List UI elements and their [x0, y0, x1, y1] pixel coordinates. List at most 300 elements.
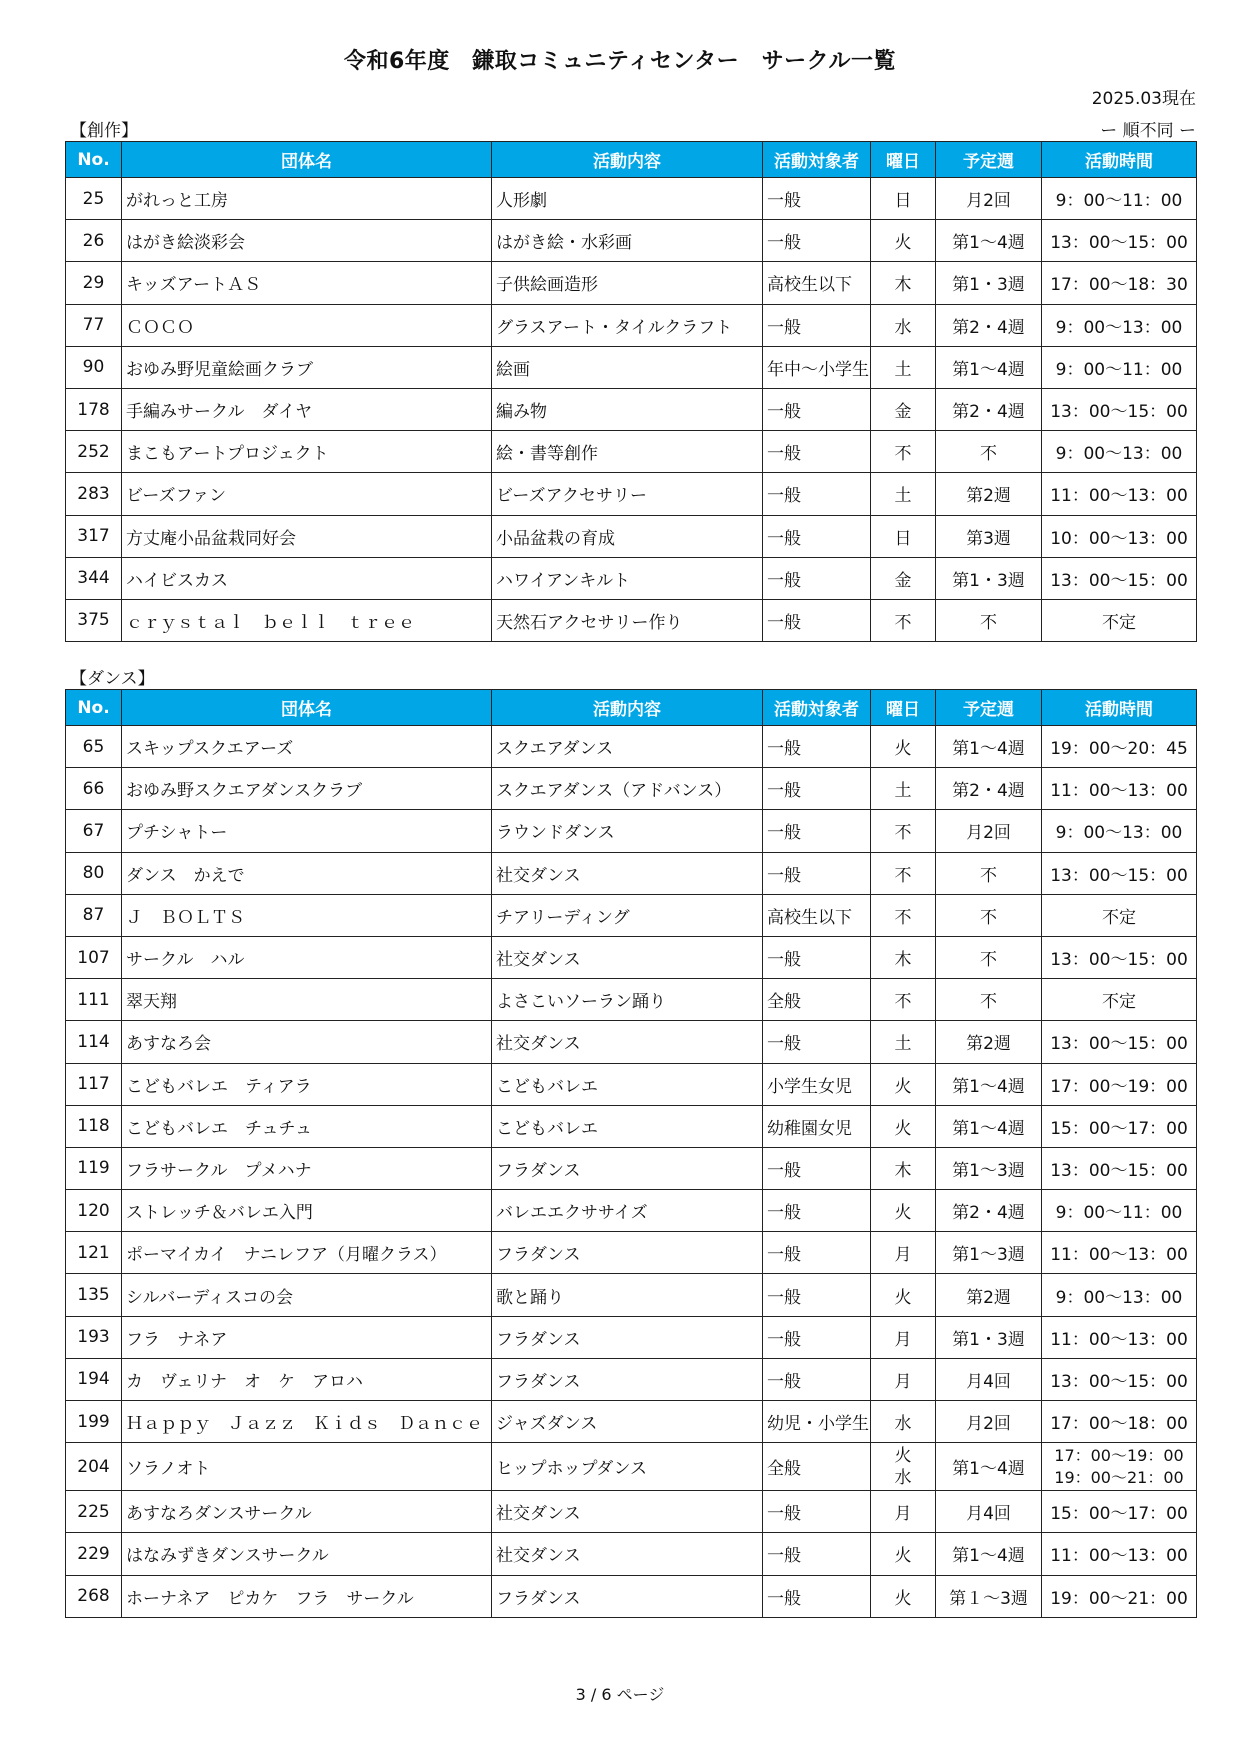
table-row	[66, 1105, 1197, 1147]
circle-number: 283	[66, 473, 122, 515]
table-row	[66, 178, 1197, 220]
circle-number: 375	[66, 599, 122, 641]
circle-number: 268	[66, 1575, 122, 1617]
weekday-value: 日	[894, 191, 912, 212]
activity-content: ハワイアンキルト	[492, 557, 763, 599]
circle-number: 66	[66, 768, 122, 810]
activity-content: 編み物	[492, 388, 763, 430]
table-row	[66, 431, 1197, 473]
table-header-row	[66, 142, 1197, 178]
weekday-value: 月	[894, 1329, 912, 1350]
table-row	[66, 262, 1197, 304]
activity-time	[1042, 936, 1197, 978]
weekday-value: 火	[894, 1287, 912, 1308]
target-audience: 一般	[763, 220, 871, 262]
order-note: ー 順不同 ー	[1100, 121, 1196, 141]
circle-name: ストレッチ＆バレエ入門	[122, 1190, 492, 1232]
weekday	[871, 346, 936, 388]
target-audience: 高校生以下	[763, 262, 871, 304]
time-range: 13：00〜15：00	[1050, 950, 1188, 971]
circle-name: 翠天翔	[122, 979, 492, 1021]
circle-name: おゆみ野児童絵画クラブ	[122, 346, 492, 388]
time-range: 19：00〜20：45	[1050, 739, 1188, 760]
table-row	[66, 768, 1197, 810]
scheduled-week: 第2週	[936, 1021, 1042, 1063]
table-row	[66, 1358, 1197, 1400]
time-range: 10：00〜13：00	[1050, 528, 1188, 549]
table-row	[66, 726, 1197, 768]
scheduled-week: 第1〜3週	[936, 1232, 1042, 1274]
weekday-value: 不	[894, 444, 912, 465]
time-range: 不定	[1102, 907, 1136, 928]
weekday	[871, 599, 936, 641]
activity-content: 社交ダンス	[492, 852, 763, 894]
table-row	[66, 1401, 1197, 1443]
time-range: 9：00〜13：00	[1055, 1287, 1183, 1308]
time-range: 15：00〜17：00	[1050, 1504, 1188, 1525]
col-header-day: 曜日	[871, 690, 936, 726]
activity-time	[1042, 388, 1197, 430]
table-row	[66, 936, 1197, 978]
weekday-value: 不	[894, 612, 912, 633]
activity-content: バレエエクササイズ	[492, 1190, 763, 1232]
circle-name: こどもバレエ チュチュ	[122, 1105, 492, 1147]
weekday	[871, 1491, 936, 1533]
scheduled-week: 第1〜4週	[936, 346, 1042, 388]
activity-content: フラダンス	[492, 1147, 763, 1189]
scheduled-week: 第1〜4週	[936, 726, 1042, 768]
section-label-dance: 【ダンス】	[70, 669, 155, 689]
weekday	[871, 1274, 936, 1316]
circle-number: 26	[66, 220, 122, 262]
activity-content: 社交ダンス	[492, 936, 763, 978]
circle-name: おゆみ野スクエアダンスクラブ	[122, 768, 492, 810]
weekday-value: 不	[894, 992, 912, 1013]
activity-time	[1042, 1316, 1197, 1358]
activity-content: スクエアダンス	[492, 726, 763, 768]
time-range: 13：00〜15：00	[1050, 233, 1188, 254]
activity-content: フラダンス	[492, 1316, 763, 1358]
activity-time	[1042, 1232, 1197, 1274]
activity-content: 小品盆栽の育成	[492, 515, 763, 557]
circle-name: フラサークル プメハナ	[122, 1147, 492, 1189]
target-audience: 一般	[763, 178, 871, 220]
activity-content: 絵・書等創作	[492, 431, 763, 473]
page-number: 3 / 6 ページ	[575, 1685, 665, 1704]
weekday-value: 水	[894, 317, 912, 338]
table-row	[66, 1491, 1197, 1533]
target-audience: 一般	[763, 1147, 871, 1189]
col-header-week: 予定週	[936, 142, 1042, 178]
weekday-value: 月	[894, 1371, 912, 1392]
target-audience: 一般	[763, 1316, 871, 1358]
col-header-name: 団体名	[122, 690, 492, 726]
weekday-value: 日	[894, 528, 912, 549]
weekday	[871, 894, 936, 936]
col-header-activity: 活動内容	[492, 142, 763, 178]
target-audience: 一般	[763, 473, 871, 515]
circle-number: 67	[66, 810, 122, 852]
table-row	[66, 1316, 1197, 1358]
table-row	[66, 557, 1197, 599]
table-row	[66, 1232, 1197, 1274]
activity-time	[1042, 726, 1197, 768]
circle-name: ＣＯＣＯ	[122, 304, 492, 346]
circle-number: 117	[66, 1063, 122, 1105]
activity-time	[1042, 1147, 1197, 1189]
activity-time	[1042, 473, 1197, 515]
col-header-target: 活動対象者	[763, 142, 871, 178]
circle-number: 317	[66, 515, 122, 557]
activity-time	[1042, 1190, 1197, 1232]
weekday-value: 木	[894, 275, 912, 296]
weekday	[871, 936, 936, 978]
weekday	[871, 810, 936, 852]
weekday	[871, 979, 936, 1021]
weekday	[871, 431, 936, 473]
activity-time	[1042, 1401, 1197, 1443]
activity-content: チアリーディング	[492, 894, 763, 936]
scheduled-week: 第2・4週	[936, 1190, 1042, 1232]
table-row	[66, 473, 1197, 515]
scheduled-week: 不	[936, 599, 1042, 641]
table-header-row	[66, 690, 1197, 726]
scheduled-week: 月2回	[936, 178, 1042, 220]
table-row	[66, 599, 1197, 641]
time-range: 17：00〜19：00	[1050, 1076, 1188, 1097]
col-header-day: 曜日	[871, 142, 936, 178]
table-row	[66, 852, 1197, 894]
weekday-value: 土	[894, 781, 912, 802]
circle-number: 252	[66, 431, 122, 473]
activity-content: 社交ダンス	[492, 1021, 763, 1063]
target-audience: 一般	[763, 1533, 871, 1575]
circle-number: 225	[66, 1491, 122, 1533]
target-audience: 一般	[763, 1274, 871, 1316]
scheduled-week: 第1・3週	[936, 1316, 1042, 1358]
weekday	[871, 852, 936, 894]
circle-number: 107	[66, 936, 122, 978]
activity-content: ジャズダンス	[492, 1401, 763, 1443]
weekday-value: 不	[894, 907, 912, 928]
weekday-value: 火	[894, 739, 912, 760]
circle-name: プチシャトー	[122, 810, 492, 852]
time-range: 17：00〜18：30	[1050, 275, 1188, 296]
weekday-value: 火	[894, 1445, 912, 1466]
activity-time	[1042, 262, 1197, 304]
scheduled-week: 第1〜4週	[936, 1063, 1042, 1105]
circle-number: 118	[66, 1105, 122, 1147]
circle-name: ホーナネア ピカケ フラ サークル	[122, 1575, 492, 1617]
scheduled-week: 不	[936, 894, 1042, 936]
weekday	[871, 1443, 936, 1491]
activity-content: 天然石アクセサリー作り	[492, 599, 763, 641]
weekday-value: 木	[894, 950, 912, 971]
weekday	[871, 262, 936, 304]
circle-number: 135	[66, 1274, 122, 1316]
circle-name: スキップスクエアーズ	[122, 726, 492, 768]
col-header-target: 活動対象者	[763, 690, 871, 726]
circle-number: 65	[66, 726, 122, 768]
time-range: 9：00〜13：00	[1055, 317, 1183, 338]
circle-number: 120	[66, 1190, 122, 1232]
time-range: 11：00〜13：00	[1050, 1245, 1188, 1266]
target-audience: 一般	[763, 936, 871, 978]
circle-name: あすなろダンスサークル	[122, 1491, 492, 1533]
time-range: 13：00〜15：00	[1050, 402, 1188, 423]
activity-content: 社交ダンス	[492, 1533, 763, 1575]
weekday-value: 火	[894, 233, 912, 254]
activity-time	[1042, 304, 1197, 346]
circle-number: 194	[66, 1358, 122, 1400]
scheduled-week: 第2週	[936, 473, 1042, 515]
weekday-value: 金	[894, 570, 912, 591]
scheduled-week: 不	[936, 852, 1042, 894]
target-audience: 一般	[763, 768, 871, 810]
table-body-dance	[66, 726, 1197, 1618]
table-row	[66, 1147, 1197, 1189]
weekday-value: 火	[894, 1546, 912, 1567]
col-header-no: No.	[66, 690, 122, 726]
activity-time	[1042, 1021, 1197, 1063]
scheduled-week: 第1〜4週	[936, 1105, 1042, 1147]
activity-content: はがき絵・水彩画	[492, 220, 763, 262]
time-range: 9：00〜11：00	[1055, 359, 1183, 380]
activity-time	[1042, 1533, 1197, 1575]
scheduled-week: 不	[936, 979, 1042, 1021]
table-row	[66, 1443, 1197, 1491]
weekday	[871, 1316, 936, 1358]
scheduled-week: 第3週	[936, 515, 1042, 557]
table-row	[66, 1021, 1197, 1063]
weekday	[871, 515, 936, 557]
circle-name: シルバーディスコの会	[122, 1274, 492, 1316]
circle-name: まこもアートプロジェクト	[122, 431, 492, 473]
table-row	[66, 304, 1197, 346]
circle-number: 119	[66, 1147, 122, 1189]
weekday-value: 月	[894, 1504, 912, 1525]
circle-name: 手編みサークル ダイヤ	[122, 388, 492, 430]
table-row	[66, 346, 1197, 388]
time-range: 9：00〜11：00	[1055, 191, 1183, 212]
activity-content: こどもバレエ	[492, 1105, 763, 1147]
target-audience: 一般	[763, 1575, 871, 1617]
circle-name: Ｈａｐｐｙ Ｊａｚｚ Ｋｉｄｓ Ｄａｎｃｅ	[122, 1401, 492, 1443]
section-label-sosaku: 【創作】	[70, 121, 138, 141]
circle-number: 77	[66, 304, 122, 346]
activity-time	[1042, 979, 1197, 1021]
activity-content: ビーズアクセサリー	[492, 473, 763, 515]
scheduled-week: 第2・4週	[936, 388, 1042, 430]
time-range: 11：00〜13：00	[1050, 1546, 1188, 1567]
circle-name: Ｊ ＢＯＬＴＳ	[122, 894, 492, 936]
time-range: 13：00〜15：00	[1050, 865, 1188, 886]
target-audience: 年中〜小学生	[763, 346, 871, 388]
activity-time	[1042, 1063, 1197, 1105]
time-range: 17：00〜19：00	[1054, 1445, 1184, 1465]
col-header-week: 予定週	[936, 690, 1042, 726]
weekday	[871, 768, 936, 810]
target-audience: 一般	[763, 304, 871, 346]
activity-content: フラダンス	[492, 1358, 763, 1400]
target-audience: 小学生女児	[763, 1063, 871, 1105]
col-header-name: 団体名	[122, 142, 492, 178]
circle-number: 114	[66, 1021, 122, 1063]
target-audience: 一般	[763, 726, 871, 768]
circle-name: あすなろ会	[122, 1021, 492, 1063]
target-audience: 一般	[763, 388, 871, 430]
scheduled-week: 月4回	[936, 1358, 1042, 1400]
circle-name: ｃｒｙｓｔａｌ ｂｅｌｌ ｔｒｅｅ	[122, 599, 492, 641]
activity-time	[1042, 220, 1197, 262]
col-header-time: 活動時間	[1042, 690, 1197, 726]
activity-time	[1042, 1105, 1197, 1147]
weekday	[871, 557, 936, 599]
table-row	[66, 1190, 1197, 1232]
time-range: 不定	[1102, 992, 1136, 1013]
table-row	[66, 1274, 1197, 1316]
page-title: 令和6年度 鎌取コミュニティセンター サークル一覧	[343, 49, 897, 74]
activity-time	[1042, 894, 1197, 936]
weekday-value: 水	[894, 1414, 912, 1435]
activity-content: こどもバレエ	[492, 1063, 763, 1105]
circle-name: はがき絵淡彩会	[122, 220, 492, 262]
circle-table-sosaku	[65, 141, 1197, 642]
scheduled-week: 第2・4週	[936, 304, 1042, 346]
weekday	[871, 1232, 936, 1274]
scheduled-week: 不	[936, 936, 1042, 978]
weekday-value: 土	[894, 359, 912, 380]
target-audience: 一般	[763, 1232, 871, 1274]
table-row	[66, 1063, 1197, 1105]
circle-number: 178	[66, 388, 122, 430]
target-audience: 一般	[763, 1358, 871, 1400]
activity-content: ヒップホップダンス	[492, 1443, 763, 1491]
weekday-value: 土	[894, 1034, 912, 1055]
time-range: 13：00〜15：00	[1050, 1371, 1188, 1392]
activity-content: グラスアート・タイルクラフト	[492, 304, 763, 346]
activity-content: 絵画	[492, 346, 763, 388]
scheduled-week: 第１〜3週	[936, 1575, 1042, 1617]
scheduled-week: 第1・3週	[936, 557, 1042, 599]
time-range: 13：00〜15：00	[1050, 1034, 1188, 1055]
weekday	[871, 1063, 936, 1105]
weekday	[871, 1401, 936, 1443]
activity-time	[1042, 1358, 1197, 1400]
time-range: 19：00〜21：00	[1050, 1588, 1188, 1609]
time-range: 13：00〜15：00	[1050, 1160, 1188, 1181]
weekday	[871, 1021, 936, 1063]
activity-time	[1042, 515, 1197, 557]
circle-name: キッズアートＡＳ	[122, 262, 492, 304]
time-range: 13：00〜15：00	[1050, 570, 1188, 591]
col-header-no: No.	[66, 142, 122, 178]
target-audience: 全般	[763, 979, 871, 1021]
activity-time	[1042, 810, 1197, 852]
circle-number: 199	[66, 1401, 122, 1443]
activity-time	[1042, 1575, 1197, 1617]
activity-time	[1042, 599, 1197, 641]
table-row	[66, 1575, 1197, 1617]
circle-number: 121	[66, 1232, 122, 1274]
circle-number: 193	[66, 1316, 122, 1358]
activity-content: 子供絵画造形	[492, 262, 763, 304]
target-audience: 一般	[763, 431, 871, 473]
time-range: 19：00〜21：00	[1054, 1467, 1184, 1487]
table-row	[66, 515, 1197, 557]
scheduled-week: 不	[936, 431, 1042, 473]
activity-time	[1042, 852, 1197, 894]
weekday-value: 火	[894, 1203, 912, 1224]
col-header-activity: 活動内容	[492, 690, 763, 726]
time-range: 9：00〜11：00	[1055, 1203, 1183, 1224]
circle-number: 25	[66, 178, 122, 220]
circle-number: 344	[66, 557, 122, 599]
weekday-value: 火	[894, 1588, 912, 1609]
time-range: 9：00〜13：00	[1055, 444, 1183, 465]
scheduled-week: 第1〜4週	[936, 1443, 1042, 1491]
weekday-value: 土	[894, 486, 912, 507]
table-row	[66, 979, 1197, 1021]
circle-number: 29	[66, 262, 122, 304]
circle-name: こどもバレエ ティアラ	[122, 1063, 492, 1105]
weekday-value: 不	[894, 823, 912, 844]
scheduled-week: 月4回	[936, 1491, 1042, 1533]
target-audience: 幼児・小学生	[763, 1401, 871, 1443]
weekday-value: 金	[894, 402, 912, 423]
circle-number: 111	[66, 979, 122, 1021]
target-audience: 一般	[763, 557, 871, 599]
table-body-sosaku	[66, 178, 1197, 642]
time-range: 11：00〜13：00	[1050, 1329, 1188, 1350]
circle-number: 87	[66, 894, 122, 936]
activity-time	[1042, 178, 1197, 220]
time-range: 11：00〜13：00	[1050, 781, 1188, 802]
weekday	[871, 1105, 936, 1147]
target-audience: 一般	[763, 1021, 871, 1063]
weekday-value: 火	[894, 1118, 912, 1139]
activity-time	[1042, 346, 1197, 388]
circle-number: 229	[66, 1533, 122, 1575]
col-header-time: 活動時間	[1042, 142, 1197, 178]
circle-name: ハイビスカス	[122, 557, 492, 599]
table-row	[66, 810, 1197, 852]
activity-time	[1042, 1491, 1197, 1533]
time-range: 11：00〜13：00	[1050, 486, 1188, 507]
table-row	[66, 1533, 1197, 1575]
activity-content: ラウンドダンス	[492, 810, 763, 852]
weekday-value: 水	[894, 1467, 912, 1488]
circle-name: ビーズファン	[122, 473, 492, 515]
weekday-value: 月	[894, 1245, 912, 1266]
time-range: 不定	[1102, 612, 1136, 633]
weekday	[871, 1190, 936, 1232]
circle-number: 90	[66, 346, 122, 388]
weekday-value: 不	[894, 865, 912, 886]
circle-name: ソラノオト	[122, 1443, 492, 1491]
table-row	[66, 894, 1197, 936]
target-audience: 一般	[763, 1190, 871, 1232]
weekday	[871, 178, 936, 220]
scheduled-week: 第2・4週	[936, 768, 1042, 810]
activity-time	[1042, 1274, 1197, 1316]
weekday	[871, 1147, 936, 1189]
target-audience: 全般	[763, 1443, 871, 1491]
scheduled-week: 第1〜4週	[936, 1533, 1042, 1575]
weekday	[871, 1575, 936, 1617]
circle-name: 方丈庵小品盆栽同好会	[122, 515, 492, 557]
target-audience: 一般	[763, 852, 871, 894]
